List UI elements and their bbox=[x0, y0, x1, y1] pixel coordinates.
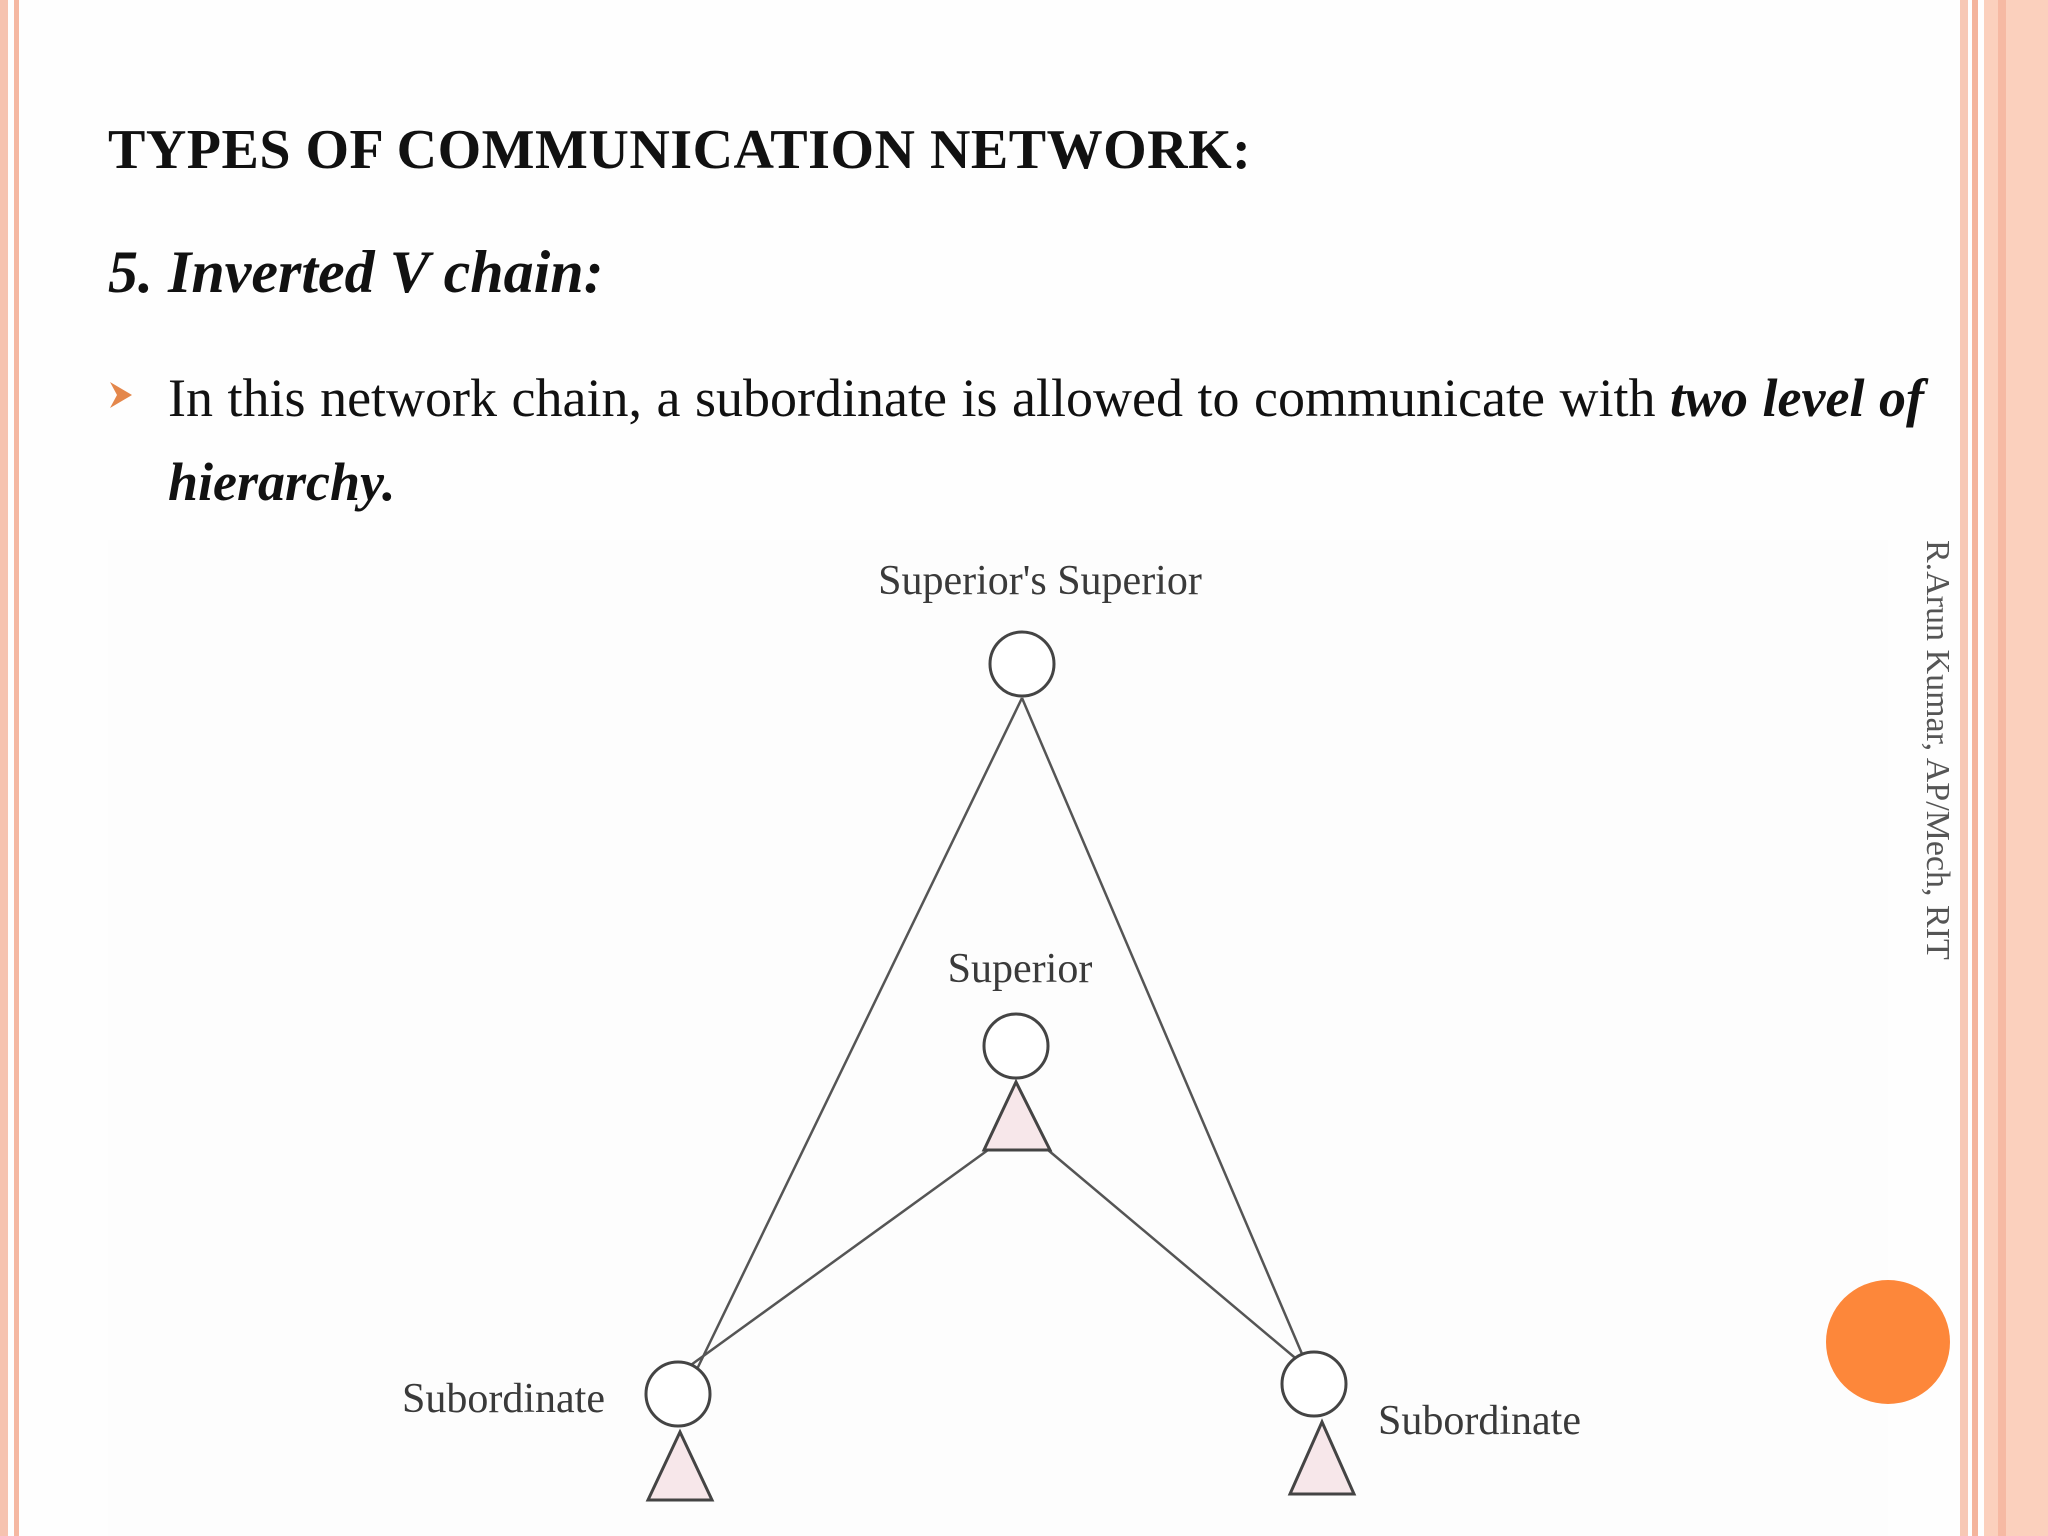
orange-accent-circle bbox=[1826, 1280, 1950, 1404]
line-middle-to-left bbox=[684, 1150, 988, 1370]
bullet-emphasis: two level of hierarchy bbox=[168, 368, 1924, 512]
label-superiors-superior: Superior's Superior bbox=[878, 558, 1202, 604]
bullet-text-before: In this network chain, a subordinate is allowed to communicate with bbox=[168, 368, 1670, 428]
line-middle-to-right bbox=[1048, 1150, 1300, 1362]
left-subordinate-node bbox=[646, 1362, 710, 1426]
slide-subtitle: 5. Inverted V chain: bbox=[108, 239, 604, 305]
label-right-subordinate: Subordinate bbox=[1378, 1398, 1581, 1444]
right-subordinate-node bbox=[1282, 1352, 1346, 1416]
line-top-to-right bbox=[1022, 698, 1314, 1382]
superior-triangle bbox=[984, 1082, 1050, 1150]
bullet-text-after: . bbox=[382, 452, 396, 512]
author-credit: R.Arun Kumar, AP/Mech, RIT bbox=[1919, 540, 1956, 960]
superiors-superior-node bbox=[990, 632, 1054, 696]
label-left-subordinate: Subordinate bbox=[402, 1376, 605, 1422]
label-superior: Superior bbox=[947, 946, 1093, 992]
slide-title: TYPES OF COMMUNICATION NETWORK: bbox=[108, 119, 1252, 181]
line-top-to-left bbox=[684, 698, 1022, 1396]
left-subordinate-triangle bbox=[648, 1432, 712, 1500]
right-subordinate-triangle bbox=[1290, 1422, 1354, 1494]
superior-node bbox=[984, 1014, 1048, 1078]
